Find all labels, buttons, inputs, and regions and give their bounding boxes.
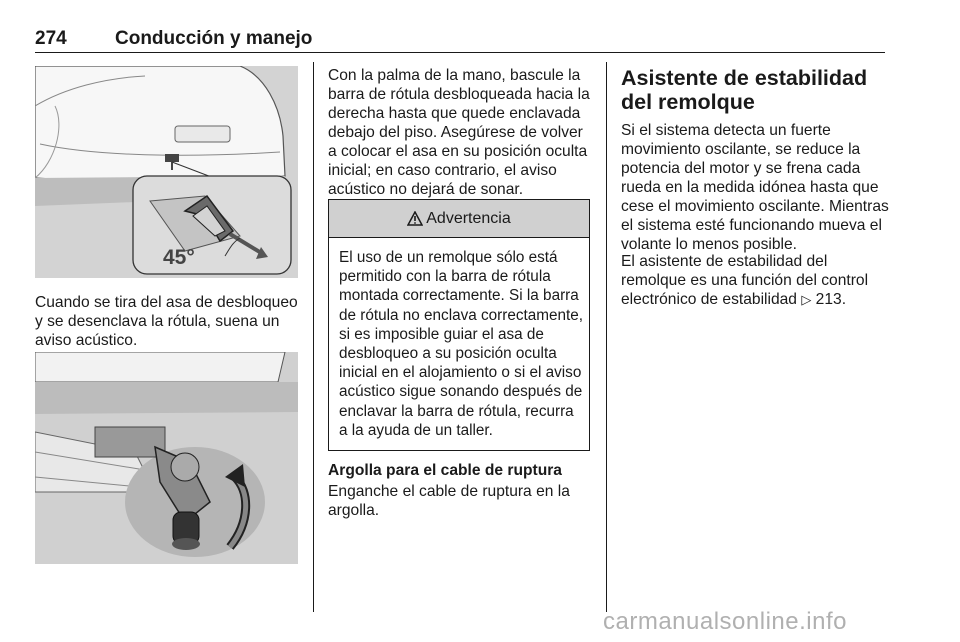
breakaway-cable-text: Enganche el cable de ruptura en la argolla. xyxy=(328,483,570,519)
warning-header xyxy=(329,200,589,238)
trailer-stability-paragraph: Si el sistema detecta un fuerte movimiento oscilante, se reduce la potencia del motor y se frena cada rueda en la medida idónea hasta que cese el movimiento oscilante. Mientras el sistema esté funcionando mueva el volante lo menos posible. xyxy=(621,122,889,253)
watermark: carmanualsonline.info xyxy=(603,608,847,635)
angle-label: 45° xyxy=(163,246,195,269)
warning-text: El uso de un remolque sólo está permitido con la barra de rótula montada correctamente. Si la barra de rótula no enclava correctamente, si es imposible guiar el asa de desbloqueo a su posición oculta inicial en el alojamiento o si el aviso acústico sigue sonando después de enclavar la barra de rótula, recurra a la ayuda de un taller. xyxy=(339,249,584,439)
column-divider-left xyxy=(313,62,314,612)
breakaway-cable-heading: Argolla para el cable de ruptura xyxy=(328,462,562,479)
page-reference[interactable]: 213. xyxy=(815,291,847,308)
page-reference-arrow-icon: ▷ xyxy=(801,292,812,307)
swivel-instructions: Con la palma de la mano, bascule la barra de rótula desbloqueada hacia la derecha hasta que quede enclavada debajo del piso. Asegúrese de volver a colocar el asa en su posición oculta inicial; en caso contrario, el aviso acústico no dejará de sonar. xyxy=(328,67,590,198)
column-divider-right xyxy=(606,62,607,612)
warning-triangle-icon xyxy=(407,211,423,226)
section-title: Conducción y manejo xyxy=(115,28,313,49)
warning-title: Advertencia xyxy=(426,209,511,227)
page-header xyxy=(35,26,885,53)
esc-text: El asistente de estabilidad del remolque es una función del control electrónico de estabilidad xyxy=(621,253,869,308)
tow-ball-swivel-figure xyxy=(35,352,298,564)
figure-caption: Cuando se tira del asa de desbloqueo y se desenclava la rótula, suena un aviso acústico. xyxy=(35,294,298,349)
warning-box xyxy=(328,199,590,451)
page-number: 274 xyxy=(35,28,67,49)
trailer-stability-esc-paragraph xyxy=(621,252,889,309)
tow-bar-release-figure xyxy=(35,66,298,278)
trailer-stability-heading: Asistente de estabilidad del remolque xyxy=(621,66,868,114)
